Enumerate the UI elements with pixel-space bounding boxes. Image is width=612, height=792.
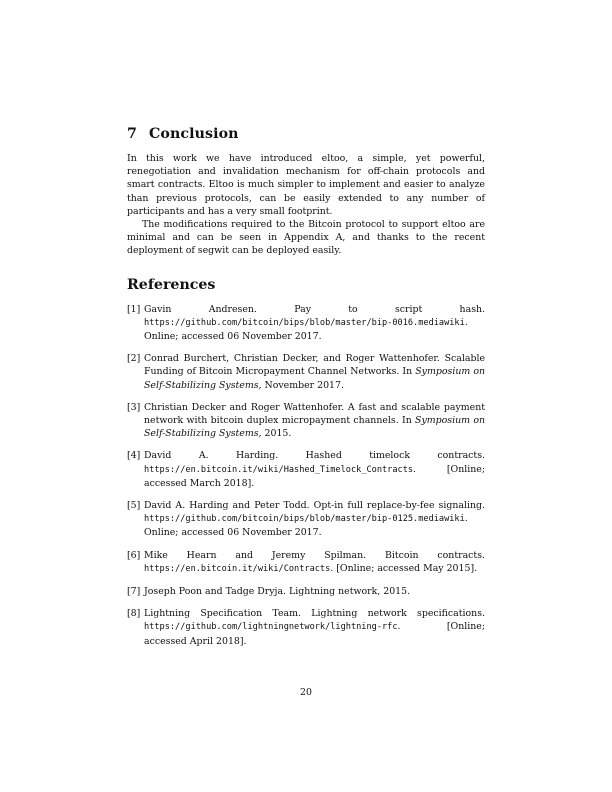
- reference-venue: Symposium on Self-Stabilizing Systems: [144, 366, 485, 391]
- section-title: Conclusion: [149, 126, 239, 142]
- reference-url[interactable]: https://en.bitcoin.it/wiki/Contracts: [144, 563, 331, 574]
- reference-label: [7]: [127, 586, 141, 598]
- reference-note: . Online; accessed 06 November 2017.: [144, 316, 468, 343]
- reference-text: David A. Harding. Hashed timelock contracts.: [144, 450, 485, 462]
- reference-label: [8]: [127, 608, 141, 620]
- reference-body: [144, 585, 485, 598]
- reference-item: [127, 607, 485, 648]
- reference-body: [144, 352, 485, 392]
- reference-text: Conrad Burchert, Christian Decker, and Roger Wattenhofer. Scalable Funding of Bitcoin Micropayment Channel Networks. In: [144, 353, 485, 378]
- section-heading: [127, 126, 485, 142]
- reference-body: [144, 401, 485, 441]
- reference-label: [4]: [127, 450, 141, 462]
- reference-label: [2]: [127, 353, 141, 365]
- reference-item: [127, 352, 485, 392]
- reference-text: Christian Decker and Roger Wattenhofer. A fast and scalable payment network with bitcoin duplex micropayment channels. In: [144, 401, 485, 427]
- conclusion-paragraph-1: In this work we have introduced eltoo, a simple, yet powerful, renegotiation and invalidation mechanism for off-chain protocols and smart contracts. Eltoo is much simpler to implement and easier to analyze than previous protocols, can be easily extended to any number of participants and has a very small footprint.: [127, 153, 485, 217]
- reference-body: [144, 549, 485, 576]
- reference-item: [127, 401, 485, 441]
- reference-tail: . [Online; accessed March 2018].: [144, 463, 485, 489]
- reference-tail: . [Online; accessed May 2015].: [330, 562, 478, 574]
- reference-body: [144, 303, 485, 344]
- reference-item: [127, 449, 485, 490]
- page-content: [127, 126, 485, 657]
- reference-label: [6]: [127, 549, 141, 561]
- reference-text: Joseph Poon and Tadge Dryja. Lightning network, 2015.: [144, 586, 411, 598]
- references-heading: References: [127, 276, 216, 293]
- reference-url[interactable]: https://github.com/bitcoin/bips/blob/master/bip-0016.mediawiki: [144, 317, 465, 328]
- reference-body: [144, 499, 485, 540]
- reference-tail: . Online; accessed 06 November 2017.: [144, 513, 468, 539]
- reference-text: David A. Harding and Peter Todd. Opt-in full replace-by-fee signaling.: [144, 500, 485, 512]
- reference-item: [127, 499, 485, 540]
- reference-body: [144, 607, 485, 648]
- reference-label: [3]: [127, 401, 141, 413]
- reference-list: [127, 303, 485, 648]
- reference-tail: , 2015.: [258, 428, 292, 440]
- conclusion-paragraph-2: The modifications required to the Bitcoin protocol to support eltoo are minimal and can be seen in Appendix A, and thanks to the recent deployment of segwit can be deployed easily.: [127, 219, 485, 257]
- reference-text: Mike Hearn and Jeremy Spilman. Bitcoin contracts.: [144, 549, 485, 561]
- reference-item: [127, 303, 485, 344]
- reference-url[interactable]: https://github.com/bitcoin/bips/blob/master/bip-0125.mediawiki: [144, 514, 465, 525]
- reference-item: [127, 585, 485, 598]
- reference-item: [127, 549, 485, 576]
- reference-tail: , November 2017.: [258, 379, 344, 391]
- reference-text: Lightning Specification Team. Lightning network specifications.: [144, 608, 485, 620]
- reference-label: [5]: [127, 500, 141, 512]
- page-number: 20: [300, 687, 312, 698]
- reference-url[interactable]: https://en.bitcoin.it/wiki/Hashed_Timelock_Contracts: [144, 464, 414, 475]
- reference-authors: Gavin Andresen.: [144, 303, 257, 315]
- section-number: 7: [127, 126, 137, 142]
- reference-venue: Symposium on Self-Stabilizing Systems: [144, 415, 486, 440]
- reference-body: [144, 449, 485, 490]
- reference-title: Pay to script hash.: [294, 303, 486, 315]
- reference-url[interactable]: https://github.com/lightningnetwork/lightning-rfc: [144, 622, 398, 633]
- reference-tail: . [Online; accessed April 2018].: [144, 621, 485, 647]
- reference-label: [1]: [127, 303, 141, 315]
